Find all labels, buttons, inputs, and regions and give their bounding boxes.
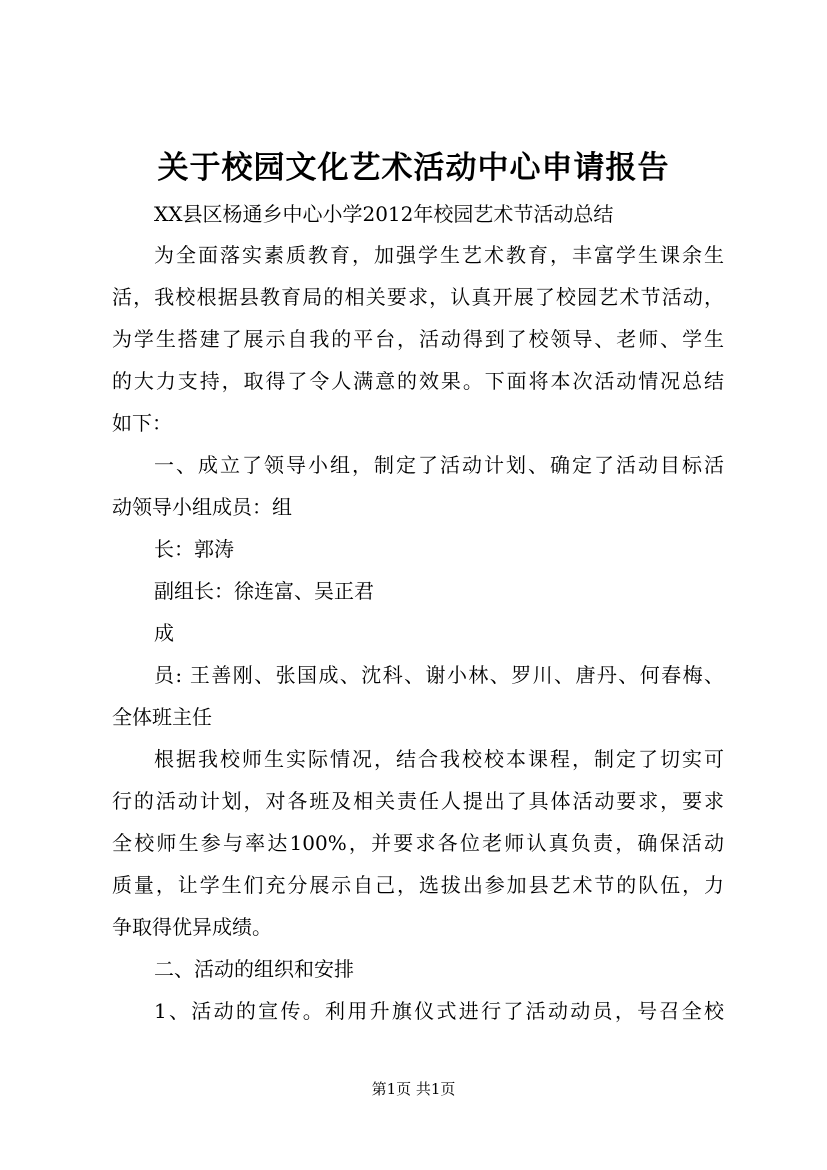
paragraph-line: 的大力支持，取得了令人满意的效果。下面将本次活动情况总结: [112, 369, 724, 393]
paragraph-line: 如下：: [112, 411, 172, 435]
paragraph-line: 为全面落实素质教育，加强学生艺术教育，丰富学生课余生: [154, 243, 724, 267]
paragraph-line: 根据我校师生实际情况，结合我校校本课程，制定了切实可: [154, 747, 724, 771]
paragraph-line: 为学生搭建了展示自我的平台，活动得到了校领导、老师、学生: [112, 327, 724, 351]
paragraph-line: 长：郭涛: [154, 537, 234, 561]
paragraph-line: 活，我校根据县教育局的相关要求，认真开展了校园艺术节活动，: [112, 285, 724, 309]
page-number: 第1页 共1页: [371, 1080, 456, 1098]
paragraph-line: 动领导小组成员：组: [112, 495, 292, 519]
paragraph-line: 成: [154, 621, 174, 645]
section-heading: 二、活动的组织和安排: [154, 957, 354, 981]
paragraph-line: 争取得优异成绩。: [112, 915, 272, 939]
paragraph-line: 副组长：徐连富、吴正君: [154, 579, 374, 603]
paragraph-line: 全体班主任: [112, 705, 212, 729]
paragraph-line: 一、成立了领导小组，制定了活动计划、确定了活动目标活: [154, 453, 724, 477]
paragraph-line: 1、活动的宣传。利用升旗仪式进行了活动动员，号召全校: [154, 999, 724, 1023]
paragraph-line: 质量，让学生们充分展示自己，选拔出参加县艺术节的队伍，力: [112, 873, 724, 897]
document-subtitle: XX县区杨通乡中心小学2012年校园艺术节活动总结: [154, 202, 614, 226]
document-title: 关于校园文化艺术活动中心申请报告: [157, 150, 670, 186]
paragraph-line: 行的活动计划，对各班及相关责任人提出了具体活动要求，要求: [112, 789, 724, 813]
paragraph-line: 员: 王善刚、张国成、沈科、谢小林、罗川、唐丹、何春梅、: [154, 663, 724, 687]
paragraph-line: 全校师生参与率达100%，并要求各位老师认真负责，确保活动: [112, 831, 724, 855]
